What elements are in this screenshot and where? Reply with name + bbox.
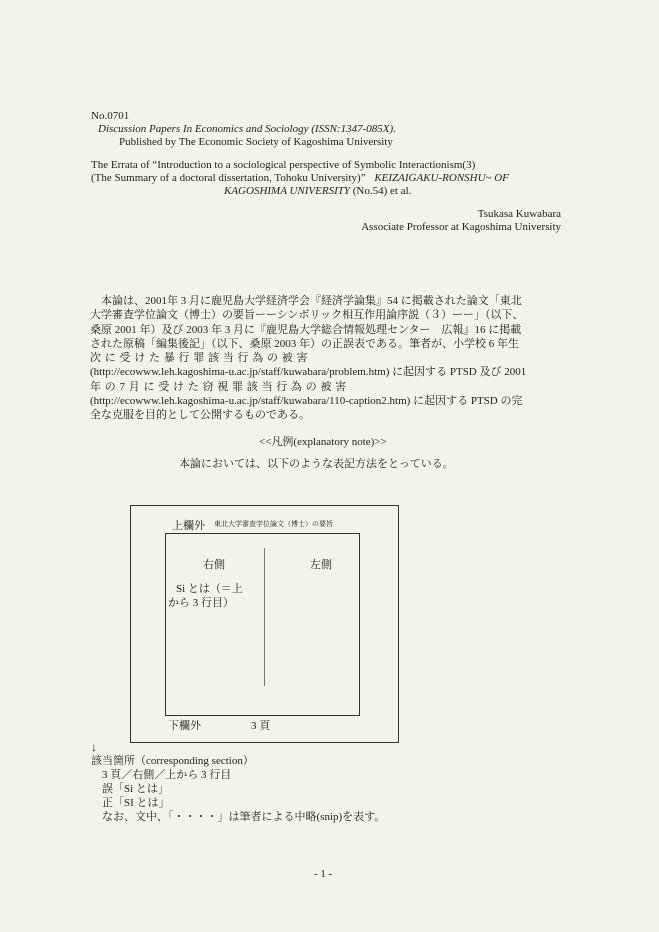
explanatory-intro: 本論においては、以下のような表記方法をとっている。 [179,458,454,470]
top-margin-label: 上欄外 [172,520,205,532]
paragraph-line: 大学審査学位論文（博士）の要旨ーーシンボリック相互作用論序説（３）ーー」（以下、 [90,309,524,322]
corresponding-section: 該当箇所（corresponding section） [91,755,254,767]
top-margin-note: 東北大学審査学位論文（博士）の要旨 [214,520,333,528]
publisher: Published by The Economic Society of Kagoshima University [119,136,393,148]
journal-name-part2: KAGOSHIMA UNIVERSITY [224,185,350,197]
left-column-label: 左側 [310,559,332,571]
errata-title-line1: The Errata of “Introduction to a sociological perspective of Symbolic Interactionism(3) [91,159,476,171]
series-title: Discussion Papers In Economics and Sociology (ISSN:1347-085X). [98,123,396,135]
journal-name-part1: KEIZAIGAKU-RONSHU~ OF [374,172,509,184]
paragraph-line: 桑原 2001 年）及び 2003 年 3 月に『鹿児島大学総合情報処理センター 広報』16 に掲載 [90,323,522,336]
author-affiliation: Associate Professor at Kagoshima University [361,221,561,233]
errata-title-line3 [224,185,411,198]
explanatory-note-heading: <<凡例(explanatory note)>> [259,436,387,448]
author-name: Tsukasa Kuwabara [477,208,561,220]
correct-text: 正「SI とは」 [102,797,170,809]
issue-number: (No.54) et al. [352,185,412,197]
diagram-top-margin-line [165,533,360,534]
correction-location: 3 頁／右側／上から 3 行目 [102,769,232,781]
paragraph-line: 本論は、2001年 3 月に鹿児島大学経済学会『経済学論集』54 に掲載された論文「東北 [90,295,522,307]
diagram-right-edge [359,533,360,716]
document-number: No.0701 [91,110,130,122]
errata-title-line2 [91,172,509,185]
page-label: 3 頁 [251,720,271,732]
snip-note: なお、文中、「・・・・」は筆者による中略(snip)を表す。 [102,811,386,823]
paragraph-line: (http://ecowww.leh.kagoshima-u.ac.jp/staff/kuwabara/problem.htm) に起因する PTSD 及び 2001 [90,366,527,379]
paragraph-line: 年 の 7 月 に 受 け た 窃 視 罪 該 当 行 為 の 被 害 [90,380,347,393]
paragraph-line: (http://ecowww.leh.kagoshima-u.ac.jp/staff/kuwabara/110-caption2.htm) に起因する PTSD の完 [90,395,523,408]
bottom-margin-label: 下欄外 [168,720,201,732]
errata-title-subtitle: (The Summary of a doctoral dissertation, Tohoku University)” [91,172,366,184]
wrong-text: 誤「Si とは」 [102,783,169,795]
right-column-label: 右側 [203,559,225,571]
sample-text-line1: Si とは（＝上 [176,583,243,595]
sample-text-line2: から 3 行目） [168,597,234,609]
diagram-column-divider [264,548,265,686]
diagram-left-edge [165,533,166,716]
body-paragraph [90,294,526,423]
page-number: - 1 - [314,868,333,880]
diagram-bottom-margin-line [165,715,360,716]
paragraph-line: 全な克服を目的として公開するものである。 [90,409,310,422]
down-arrow-icon: ↓ [91,740,97,754]
paragraph-line: された原稿「編集後記」（以下、桑原 2003 年）の正誤表である。筆者が、小学校 6 年生 [90,337,519,350]
paragraph-line: 次 に 受 け た 暴 行 罪 該 当 行 為 の 被 害 [90,352,308,365]
